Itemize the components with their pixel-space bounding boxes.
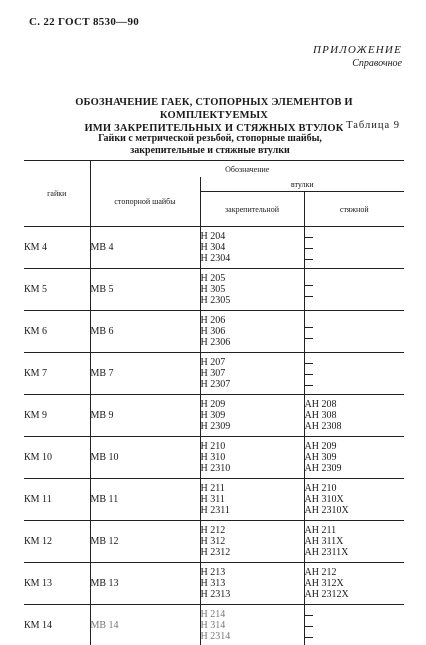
- tie-sleeve-designation: АН 2310Х: [305, 505, 405, 516]
- table-number: Таблица 9: [346, 120, 400, 131]
- nut-designation: КМ 7: [24, 353, 90, 395]
- tie-sleeve-cell: [304, 605, 404, 645]
- fixing-sleeve-designation: Н 312: [201, 536, 304, 547]
- dash-mark: [305, 279, 313, 290]
- fixing-sleeve-cell: [200, 479, 304, 521]
- fixing-sleeve-designation: Н 2305: [201, 295, 304, 306]
- fixing-sleeve-cell: [200, 521, 304, 563]
- table-row: [24, 437, 404, 479]
- nut-designation: КМ 6: [24, 311, 90, 353]
- dash-mark: [305, 379, 313, 390]
- dash-mark: [305, 290, 313, 301]
- table-caption-line-2: закрепительные и стяжные втулки: [60, 145, 360, 157]
- fixing-sleeve-designation: Н 205: [201, 273, 304, 284]
- fixing-sleeve-designation: Н 2309: [201, 421, 304, 432]
- nut-designation: КМ 10: [24, 437, 90, 479]
- page-header: С. 22 ГОСТ 8530—90: [29, 16, 139, 28]
- fixing-sleeve-cell: [200, 563, 304, 605]
- fixing-sleeve-cell: [200, 353, 304, 395]
- washer-designation: МВ 7: [90, 353, 200, 395]
- fixing-sleeve-designation: Н 2312: [201, 547, 304, 558]
- tie-sleeve-cell: [304, 479, 404, 521]
- dash-mark: [305, 321, 313, 332]
- fixing-sleeve-designation: Н 2306: [201, 337, 304, 348]
- header-washer: стопорной шайбы: [90, 177, 200, 227]
- appendix-label: [313, 44, 402, 69]
- header-nuts: гайки: [24, 161, 90, 227]
- table-row: [24, 395, 404, 437]
- table-row: [24, 521, 404, 563]
- dash-mark: [305, 357, 313, 368]
- tie-sleeve-cell: [304, 395, 404, 437]
- tie-sleeve-designation: АН 209: [305, 441, 405, 452]
- fixing-sleeve-cell: [200, 437, 304, 479]
- fixing-sleeve-designation: Н 309: [201, 410, 304, 421]
- appendix-title: ПРИЛОЖЕНИЕ: [313, 44, 402, 56]
- fixing-sleeve-designation: Н 311: [201, 494, 304, 505]
- washer-designation: МВ 12: [90, 521, 200, 563]
- washer-designation: МВ 14: [90, 605, 200, 645]
- tie-sleeve-designation: АН 312Х: [305, 578, 405, 589]
- fixing-sleeve-designation: Н 2314: [201, 631, 304, 642]
- dash-mark: [305, 253, 313, 264]
- tie-sleeve-designation: АН 311Х: [305, 536, 405, 547]
- nut-designation: КМ 4: [24, 227, 90, 269]
- tie-sleeve-cell: [304, 521, 404, 563]
- fixing-sleeve-designation: Н 210: [201, 441, 304, 452]
- tie-sleeve-cell: [304, 437, 404, 479]
- table-row: [24, 353, 404, 395]
- fixing-sleeve-cell: [200, 395, 304, 437]
- designation-table: [24, 160, 404, 645]
- tie-sleeve-designation: АН 210: [305, 483, 405, 494]
- dash-mark: [305, 332, 313, 343]
- nut-designation: КМ 13: [24, 563, 90, 605]
- fixing-sleeve-designation: Н 207: [201, 357, 304, 368]
- dash-mark: [305, 231, 313, 242]
- document-title-line-1: ОБОЗНАЧЕНИЕ ГАЕК, СТОПОРНЫХ ЭЛЕМЕНТОВ И КОМПЛЕКТУЕМЫХ: [24, 96, 404, 122]
- table-caption-line-1: Гайки с метрической резьбой, стопорные шайбы,: [60, 133, 360, 145]
- fixing-sleeve-designation: Н 204: [201, 231, 304, 242]
- fixing-sleeve-designation: Н 212: [201, 525, 304, 536]
- tie-sleeve-designation: АН 211: [305, 525, 405, 536]
- fixing-sleeve-designation: Н 2307: [201, 379, 304, 390]
- tie-sleeve-cell: [304, 563, 404, 605]
- dash-mark: [305, 620, 313, 631]
- fixing-sleeve-designation: Н 307: [201, 368, 304, 379]
- fixing-sleeve-designation: Н 209: [201, 399, 304, 410]
- table-row: [24, 605, 404, 645]
- washer-designation: МВ 13: [90, 563, 200, 605]
- tie-sleeve-designation: АН 308: [305, 410, 405, 421]
- document-title-line-2: ИМИ ЗАКРЕПИТЕЛЬНЫХ И СТЯЖНЫХ ВТУЛОК: [24, 122, 404, 135]
- fixing-sleeve-designation: Н 314: [201, 620, 304, 631]
- fixing-sleeve-designation: Н 213: [201, 567, 304, 578]
- fixing-sleeve-designation: Н 313: [201, 578, 304, 589]
- fixing-sleeve-designation: Н 2313: [201, 589, 304, 600]
- fixing-sleeve-designation: Н 304: [201, 242, 304, 253]
- dash-mark: [305, 609, 313, 620]
- tie-sleeve-cell: [304, 269, 404, 311]
- tie-sleeve-designation: АН 2312Х: [305, 589, 405, 600]
- nut-designation: КМ 11: [24, 479, 90, 521]
- header-fixing: закрепительной: [200, 192, 304, 227]
- tie-sleeve-designation: АН 212: [305, 567, 405, 578]
- washer-designation: МВ 10: [90, 437, 200, 479]
- table-row: [24, 269, 404, 311]
- fixing-sleeve-designation: Н 214: [201, 609, 304, 620]
- table-row: [24, 227, 404, 269]
- tie-sleeve-cell: [304, 353, 404, 395]
- nut-designation: КМ 14: [24, 605, 90, 645]
- washer-designation: МВ 6: [90, 311, 200, 353]
- nut-designation: КМ 12: [24, 521, 90, 563]
- table-row: [24, 311, 404, 353]
- fixing-sleeve-designation: Н 305: [201, 284, 304, 295]
- fixing-sleeve-cell: [200, 227, 304, 269]
- table-row: [24, 479, 404, 521]
- fixing-sleeve-designation: Н 206: [201, 315, 304, 326]
- header-tie: стяжной: [304, 192, 404, 227]
- washer-designation: МВ 9: [90, 395, 200, 437]
- appendix-subtitle: Справочное: [313, 58, 402, 69]
- fixing-sleeve-designation: Н 2304: [201, 253, 304, 264]
- dash-mark: [305, 631, 313, 642]
- nut-designation: КМ 9: [24, 395, 90, 437]
- washer-designation: МВ 5: [90, 269, 200, 311]
- tie-sleeve-designation: АН 310Х: [305, 494, 405, 505]
- tie-sleeve-designation: АН 208: [305, 399, 405, 410]
- nut-designation: КМ 5: [24, 269, 90, 311]
- fixing-sleeve-designation: Н 2311: [201, 505, 304, 516]
- table-caption: [60, 133, 360, 157]
- tie-sleeve-designation: АН 309: [305, 452, 405, 463]
- fixing-sleeve-designation: Н 211: [201, 483, 304, 494]
- dash-mark: [305, 368, 313, 379]
- dash-mark: [305, 242, 313, 253]
- table-row: [24, 563, 404, 605]
- washer-designation: МВ 4: [90, 227, 200, 269]
- tie-sleeve-cell: [304, 311, 404, 353]
- tie-sleeve-cell: [304, 227, 404, 269]
- tie-sleeve-designation: АН 2309: [305, 463, 405, 474]
- fixing-sleeve-cell: [200, 311, 304, 353]
- fixing-sleeve-cell: [200, 605, 304, 645]
- washer-designation: МВ 11: [90, 479, 200, 521]
- header-sleeves: втулки: [200, 177, 404, 192]
- tie-sleeve-designation: АН 2308: [305, 421, 405, 432]
- fixing-sleeve-designation: Н 2310: [201, 463, 304, 474]
- tie-sleeve-designation: АН 2311Х: [305, 547, 405, 558]
- fixing-sleeve-cell: [200, 269, 304, 311]
- header-designation: Обозначение: [90, 161, 404, 178]
- fixing-sleeve-designation: Н 306: [201, 326, 304, 337]
- fixing-sleeve-designation: Н 310: [201, 452, 304, 463]
